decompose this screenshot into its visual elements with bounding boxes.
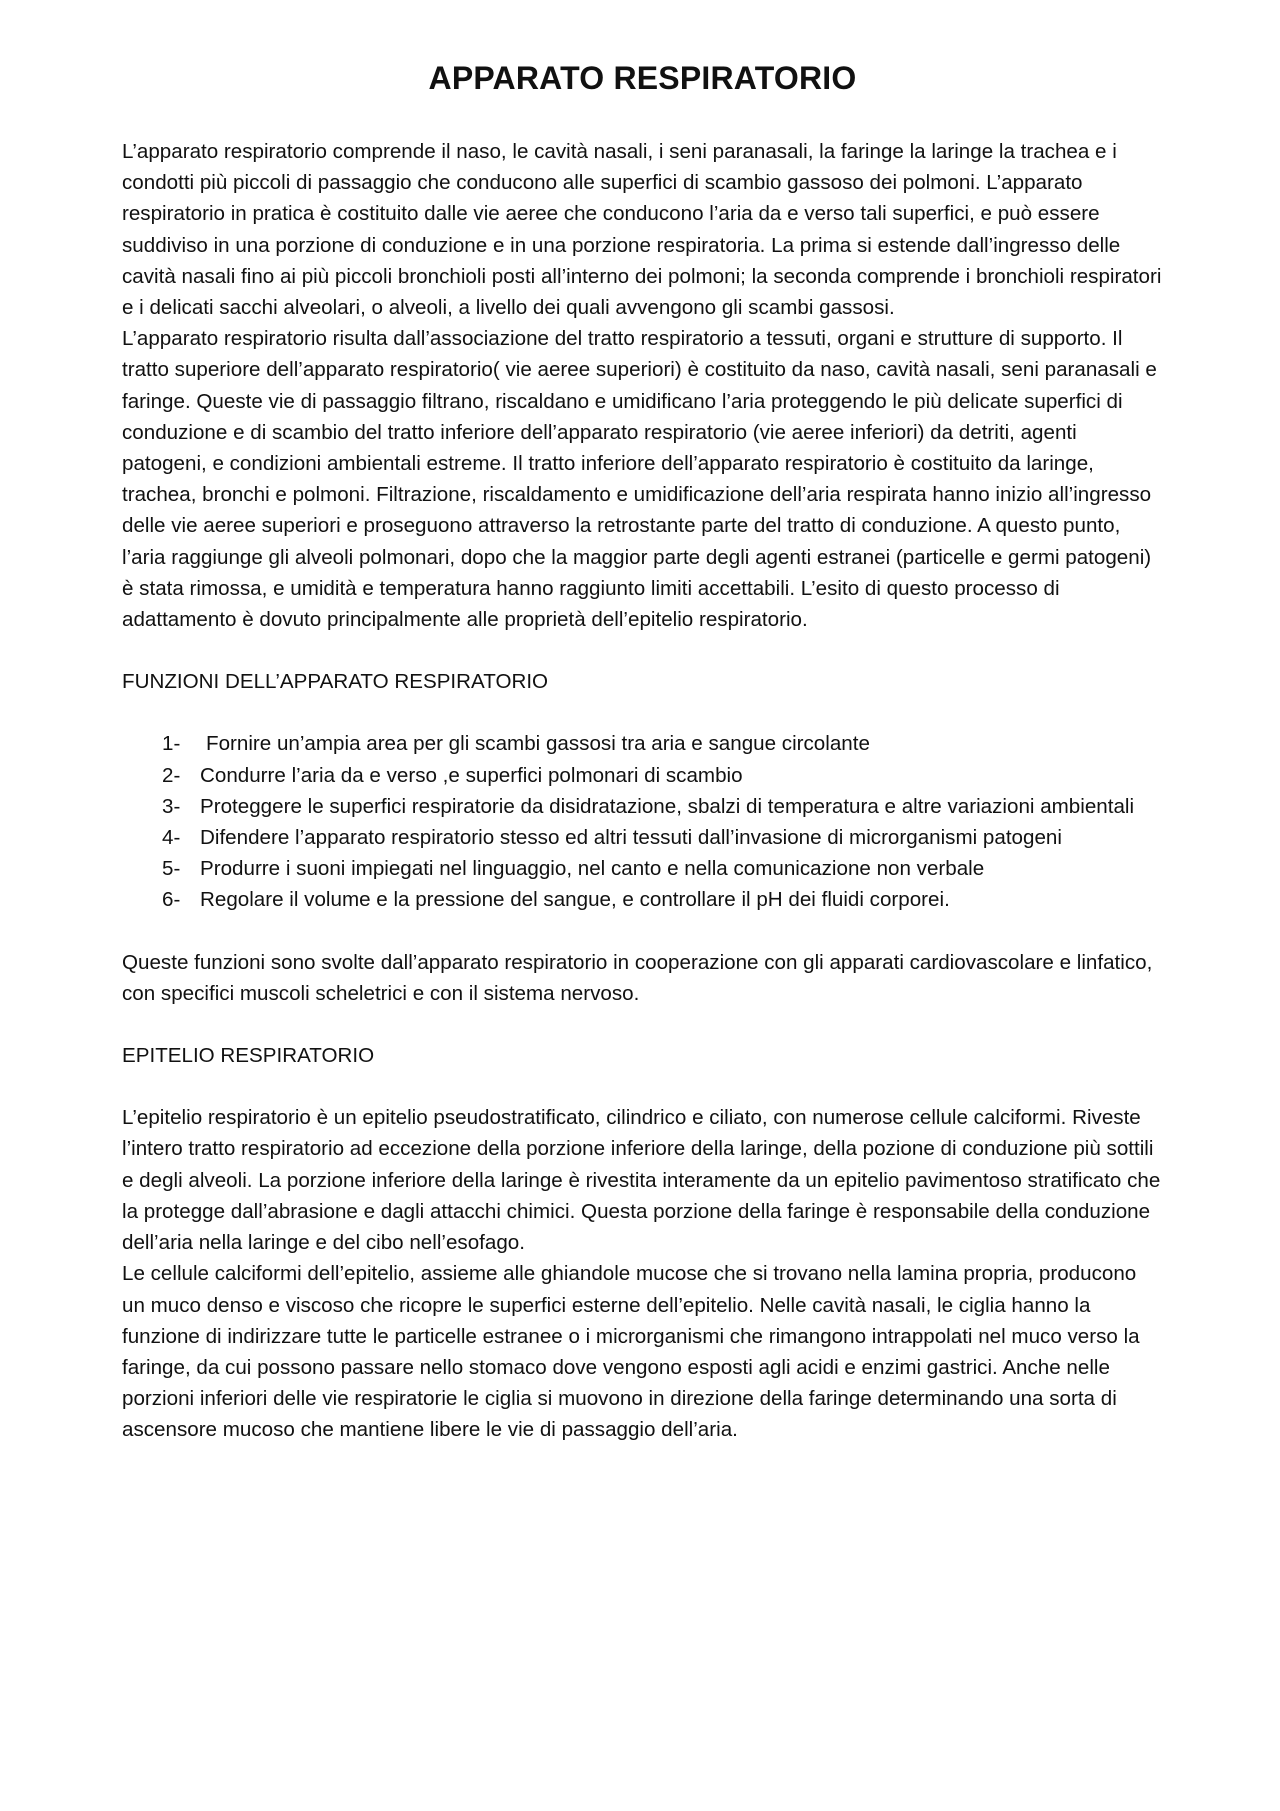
spacer <box>122 916 1163 947</box>
list-item <box>162 822 1163 853</box>
list-item <box>162 760 1163 791</box>
list-item-text: Regolare il volume e la pressione del sangue, e controllare il pH dei fluidi corporei. <box>200 888 950 912</box>
list-item-number: 4- <box>162 826 181 850</box>
spacer <box>122 1071 1163 1102</box>
list-item-text: Proteggere le superfici respiratorie da disidratazione, sbalzi di temperatura e altre variazioni ambientali <box>200 794 1135 818</box>
spacer <box>122 1009 1163 1040</box>
list-item-number: 6- <box>162 888 181 912</box>
functions-closing-paragraph: Queste funzioni sono svolte dall’apparato respiratorio in cooperazione con gli apparati cardiovascolare e linfatico, con specifici muscoli scheletrici e con il sistema nervoso. <box>122 950 1153 1005</box>
list-item <box>162 728 1163 759</box>
functions-heading: FUNZIONI DELL’APPARATO RESPIRATORIO <box>122 670 549 694</box>
list-item-number: 5- <box>162 857 181 881</box>
list-item-text: Produrre i suoni impiegati nel linguaggio, nel canto e nella comunicazione non verbale <box>200 857 985 881</box>
spacer <box>122 697 1163 728</box>
list-item <box>162 853 1163 884</box>
page-title: APPARATO RESPIRATORIO <box>428 60 857 96</box>
list-item-number: 2- <box>162 763 181 787</box>
intro-paragraph-1: L’apparato respiratorio comprende il naso, le cavità nasali, i seni paranasali, la faringe la laringe la trachea e i condotti più piccoli di passaggio che conducono alle superfici di scambio gassoso dei polmoni. L’apparato respiratorio in pratica è costituito dalle vie aeree che conducono l’aria da e verso tali superfici, e può essere suddiviso in una porzione di conduzione e in una porzione respiratoria. La prima si estende dall’ingresso delle cavità nasali fino ai più piccoli bronchioli posti all’interno dei polmoni; la seconda comprende i bronchioli respiratori e i delicati sacchi alveolari, o alveoli, a livello dei quali avvengono gli scambi gassosi. <box>122 140 1162 320</box>
list-item <box>162 884 1163 915</box>
list-item-text: Difendere l’apparato respiratorio stesso ed altri tessuti dall’invasione di microrganismi patogeni <box>200 826 1062 850</box>
epithelium-heading: EPITELIO RESPIRATORIO <box>122 1044 375 1068</box>
list-item-text: Condurre l’aria da e verso ,e superfici polmonari di scambio <box>200 763 743 787</box>
list-item <box>162 791 1163 822</box>
list-item-text: Fornire un’ampia area per gli scambi gassosi tra aria e sangue circolante <box>206 732 870 756</box>
list-item-number: 1- <box>162 732 181 756</box>
intro-paragraph-2: L’apparato respiratorio risulta dall’associazione del tratto respiratorio a tessuti, organi e strutture di supporto. Il tratto superiore dell’apparato respiratorio( vie aeree superiori) è costituito da naso, cavità nasali, seni paranasali e faringe. Queste vie di passaggio filtrano, riscaldano e umidificano l’aria proteggendo le più delicate superfici di conduzione e di scambio del tratto inferiore dell’apparato respiratorio (vie aeree inferiori) da detriti, agenti patogeni, e condizioni ambientali estreme. Il tratto inferiore dell’apparato respiratorio è costituito da laringe, trachea, bronchi e polmoni. Filtrazione, riscaldamento e umidificazione dell’aria respirata hanno inizio all’ingresso delle vie aeree superiori e proseguono attraverso la retrostante parte del tratto di conduzione. A questo punto, l’aria raggiunge gli alveoli polmonari, dopo che la maggior parte degli agenti estranei (particelle e germi patogeni) è stata rimossa, e umidità e temperatura hanno raggiunto limiti accettabili. L’esito di questo processo di adattamento è dovuto principalmente alle proprietà dell’epitelio respiratorio. <box>122 327 1157 632</box>
epithelium-paragraph-2: Le cellule calciformi dell’epitelio, assieme alle ghiandole mucose che si trovano nella lamina propria, producono un muco denso e viscoso che ricopre le superfici esterne dell’epitelio. Nelle cavità nasali, le ciglia hanno la funzione di indirizzare tutte le particelle estranee o i microrganismi che rimangono intrappolati nel muco verso la faringe, da cui possono passare nello stomaco dove vengono esposti agli acidi e enzimi gastrici. Anche nelle porzioni inferiori delle vie respiratorie le ciglia si muovono in direzione della faringe determinando una sorta di ascensore mucoso che mantiene libere le vie di passaggio dell’aria. <box>122 1262 1140 1442</box>
spacer <box>122 635 1163 666</box>
list-item-number: 3- <box>162 794 181 818</box>
functions-list <box>122 728 1163 915</box>
epithelium-paragraph-1: L’epitelio respiratorio è un epitelio pseudostratificato, cilindrico e ciliato, con numerose cellule calciformi. Riveste l’intero tratto respiratorio ad eccezione della porzione inferiore della laringe, della pozione di conduzione più sottili e degli alveoli. La porzione inferiore della laringe è rivestita interamente da un epitelio pavimentoso stratificato che la protegge dall’abrasione e dagli attacchi chimici. Questa porzione della faringe è responsabile della conduzione dell’aria nella laringe e del cibo nell’esofago. <box>122 1106 1161 1255</box>
